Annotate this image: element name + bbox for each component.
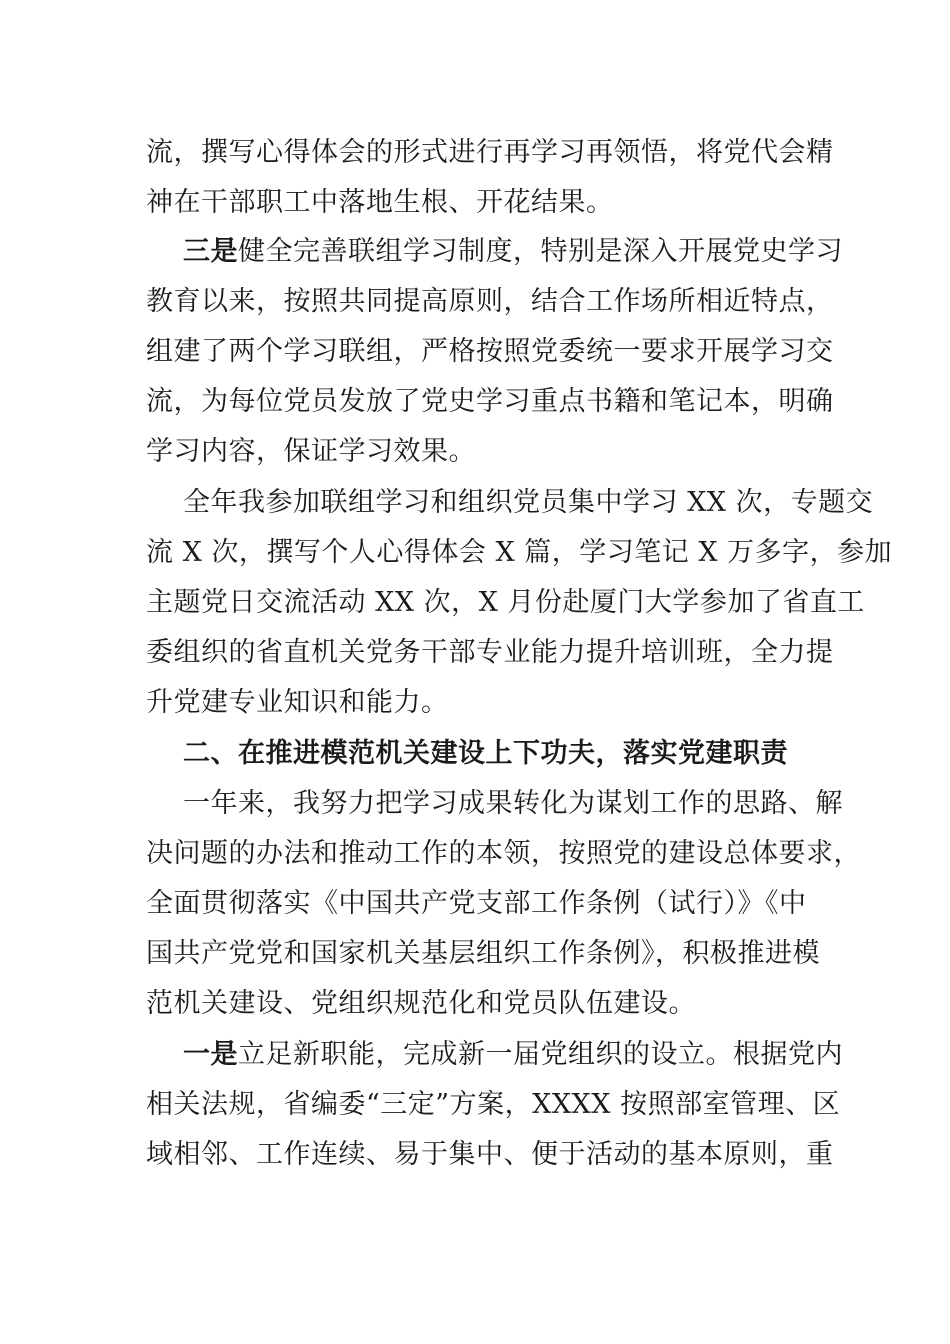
paragraph-line: 组建了两个学习联组，严格按照党委统一要求开展学习交 bbox=[146, 336, 834, 367]
paragraph-line: 流，撰写心得体会的形式进行再学习再领悟，将党代会精 bbox=[146, 137, 834, 168]
paragraph-line: 学习内容，保证学习效果。 bbox=[146, 436, 476, 467]
paragraph-line bbox=[183, 1038, 843, 1072]
paragraph-line: 教育以来，按照共同提高原则，结合工作场所相近特点， bbox=[146, 286, 834, 317]
paragraph-line: 主题党日交流活动 XX 次，X 月份赴厦门大学参加了省直工 bbox=[146, 587, 865, 618]
paragraph-line: 流 X 次，撰写个人心得体会 X 篇，学习笔记 X 万多字，参加 bbox=[146, 537, 893, 568]
paragraph-line: 一年来，我努力把学习成果转化为谋划工作的思路、解 bbox=[183, 788, 843, 819]
paragraph-line: 神在干部职工中落地生根、开花结果。 bbox=[146, 187, 614, 218]
paragraph-line: 域相邻、工作连续、易于集中、便于活动的基本原则，重 bbox=[146, 1139, 834, 1170]
paragraph-line: 国共产党党和国家机关基层组织工作条例》，积极推进模 bbox=[146, 938, 820, 969]
section-heading: 二、在推进模范机关建设上下功夫，落实党建职责 bbox=[183, 738, 788, 769]
paragraph-line bbox=[183, 235, 843, 269]
paragraph-lead: 三是 bbox=[183, 236, 238, 267]
paragraph-lead: 一是 bbox=[183, 1039, 238, 1070]
paragraph-line: 决问题的办法和推动工作的本领，按照党的建设总体要求， bbox=[146, 838, 861, 869]
paragraph-line: 流，为每位党员发放了党史学习重点书籍和笔记本，明确 bbox=[146, 386, 834, 417]
paragraph-text: 健全完善联组学习制度，特别是深入开展党史学习 bbox=[238, 236, 843, 267]
paragraph-line: 范机关建设、党组织规范化和党员队伍建设。 bbox=[146, 988, 696, 1019]
paragraph-line: 全年我参加联组学习和组织党员集中学习 XX 次，专题交 bbox=[183, 487, 874, 518]
paragraph-line: 委组织的省直机关党务干部专业能力提升培训班，全力提 bbox=[146, 637, 834, 668]
paragraph-line: 全面贯彻落实《中国共产党支部工作条例（试行）》《中 bbox=[146, 888, 807, 919]
paragraph-line: 升党建专业知识和能力。 bbox=[146, 687, 449, 718]
paragraph-text: 立足新职能，完成新一届党组织的设立。根据党内 bbox=[238, 1039, 843, 1070]
paragraph-line: 相关法规，省编委“三定”方案，XXXX 按照部室管理、区 bbox=[146, 1089, 841, 1120]
